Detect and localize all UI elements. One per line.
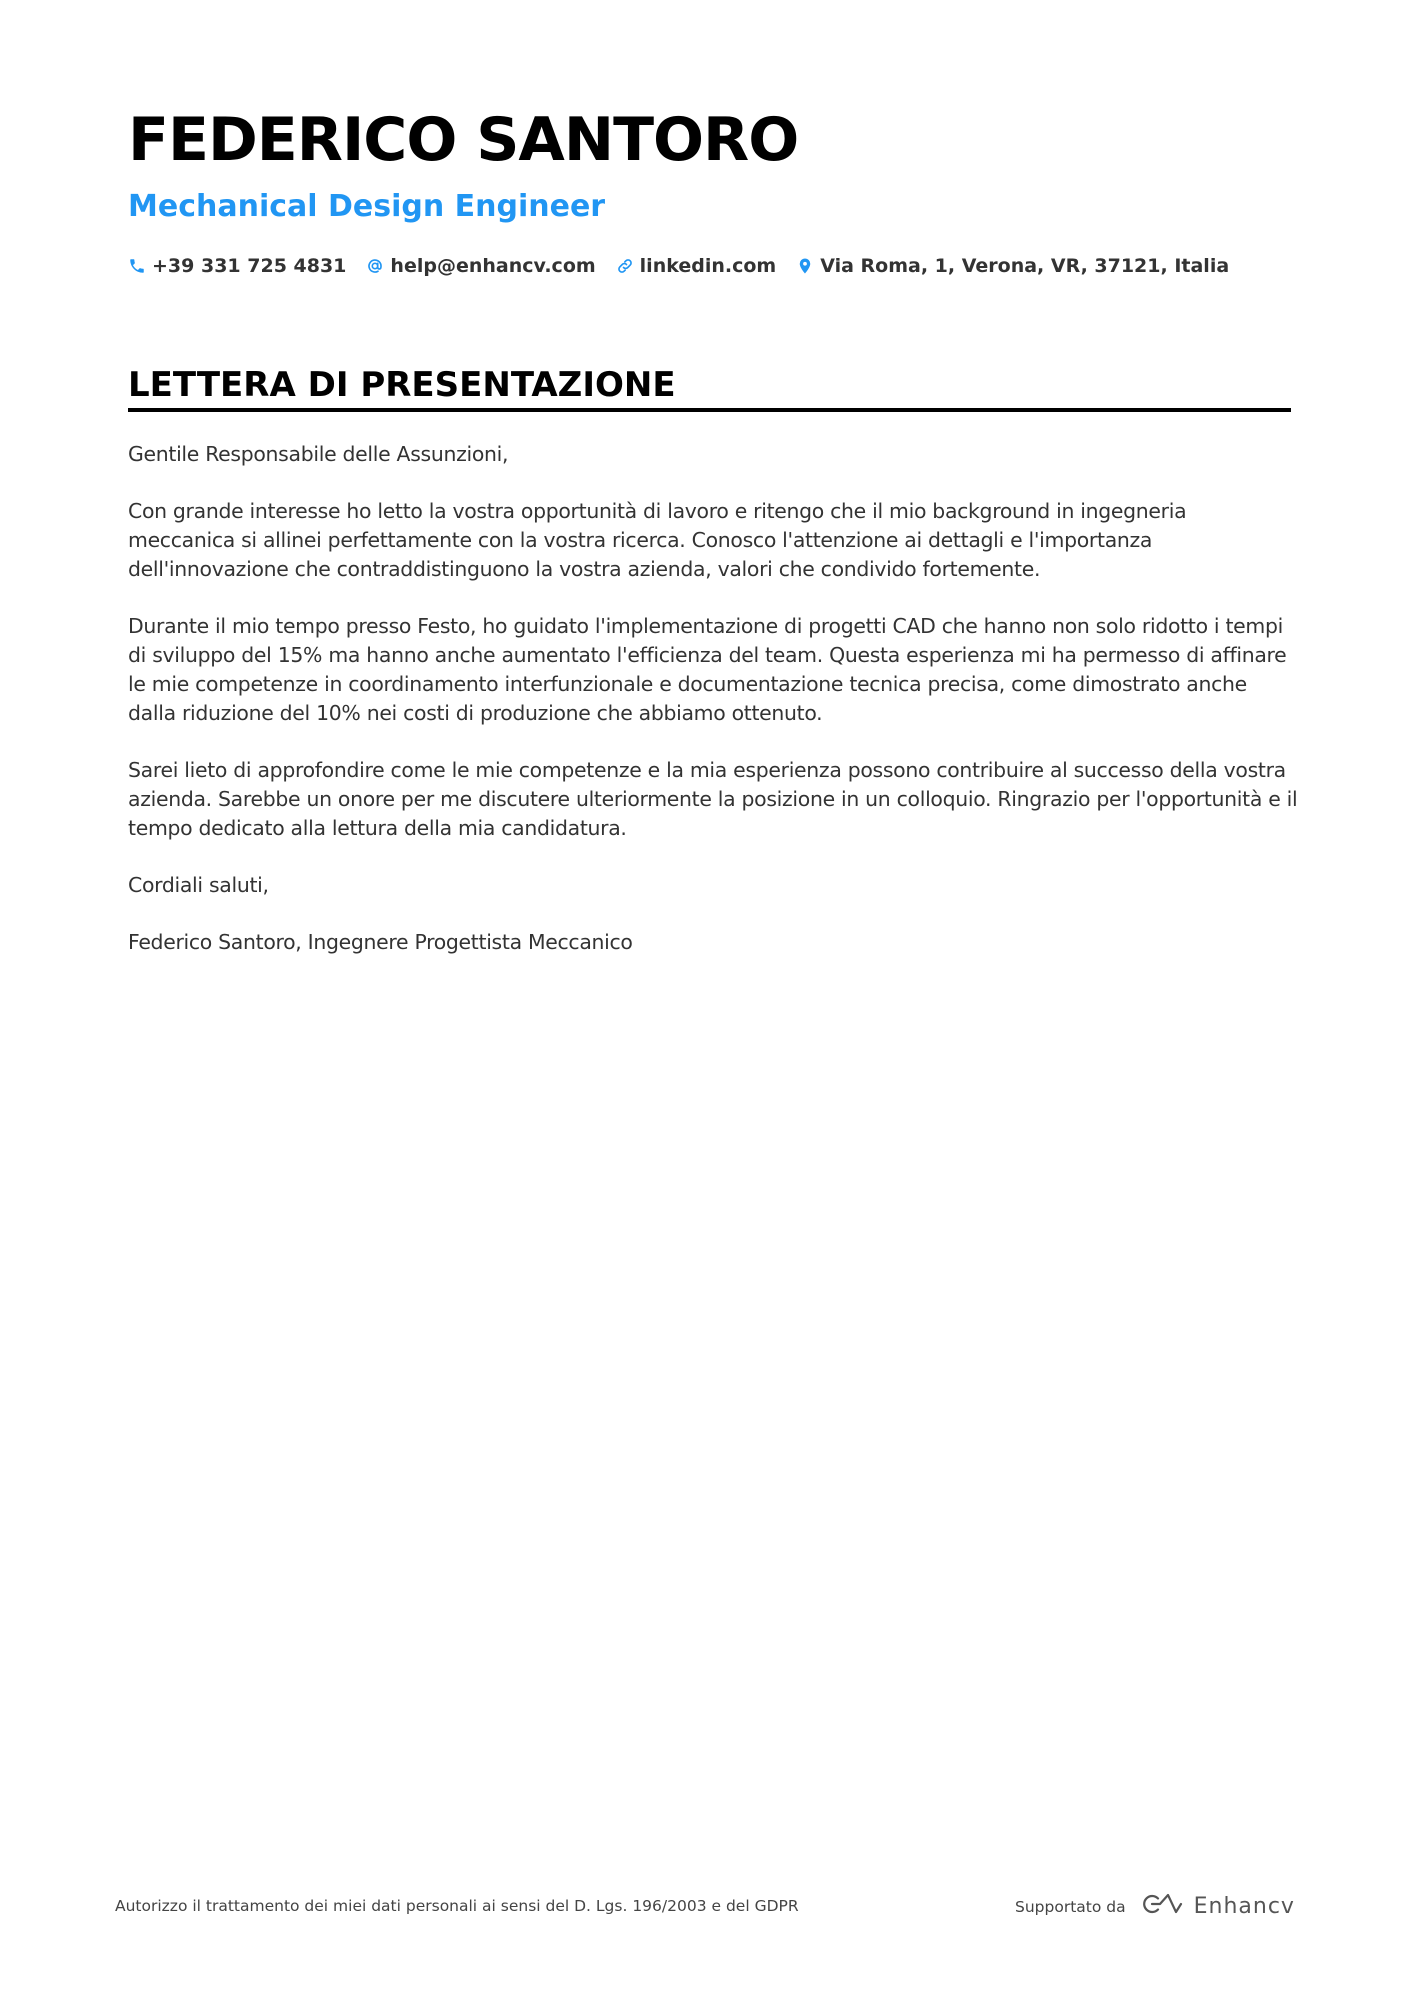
letter-paragraph: Con grande interesse ho letto la vostra opportunità di lavoro e ritengo che il mio background in ingegneria meccanica si allinei perfettamente con la vostra ricerca. Conosco l'attenzione ai dettagli e l'importanza dell'innovazione che contraddistinguono la vostra azienda, valori che condivido fortemente. [128, 499, 1187, 581]
contact-bar [128, 255, 1249, 277]
phone-icon [128, 257, 146, 275]
contact-phone[interactable] [128, 255, 346, 277]
contact-phone-text: +39 331 725 4831 [152, 255, 347, 277]
link-icon [616, 257, 634, 275]
at-icon [366, 257, 384, 275]
contact-linkedin-text: linkedin.com [639, 255, 777, 277]
enhancv-logo-icon [1138, 1892, 1184, 1921]
candidate-name: FEDERICO SANTORO [128, 105, 799, 175]
contact-email-text: help@enhancv.com [390, 255, 596, 277]
location-pin-icon [796, 257, 814, 275]
contact-address-text: Via Roma, 1, Verona, VR, 37121, Italia [820, 255, 1230, 277]
letter-paragraph: Sarei lieto di approfondire come le mie competenze e la mia esperienza possono contribuire al successo della vostra azienda. Sarebbe un onore per me discutere ulteriormente la posizione in un colloquio. Ringrazio per l'opportunità e il tempo dedicato alla lettura della mia candidatura. [128, 758, 1298, 840]
powered-by-label: Supportato da [1015, 1897, 1126, 1916]
powered-by[interactable] [1015, 1892, 1295, 1921]
letter-closing: Cordiali saluti, [128, 873, 269, 897]
contact-address [796, 255, 1229, 277]
enhancv-wordmark: Enhancv [1193, 1894, 1295, 1919]
letter-signature: Federico Santoro, Ingegnere Progettista Meccanico [128, 930, 633, 954]
letter-body [128, 440, 1298, 985]
enhancv-logo[interactable] [1138, 1892, 1295, 1921]
candidate-title: Mechanical Design Engineer [128, 189, 606, 224]
letter-greeting: Gentile Responsabile delle Assunzioni, [128, 442, 509, 466]
contact-linkedin[interactable] [616, 255, 777, 277]
consent-note: Autorizzo il trattamento dei miei dati personali ai sensi del D. Lgs. 196/2003 e del GDPR [115, 1897, 799, 1915]
section-heading: LETTERA DI PRESENTAZIONE [128, 368, 1291, 412]
letter-paragraph: Durante il mio tempo presso Festo, ho guidato l'implementazione di progetti CAD che hanno non solo ridotto i tempi di sviluppo del 15% ma hanno anche aumentato l'efficienza del team. Questa esperienza mi ha permesso di affinare le mie competenze in coordinamento interfunzionale e documentazione tecnica precisa, come dimostrato anche dalla riduzione del 10% nei costi di produzione che abbiamo ottenuto. [128, 614, 1287, 725]
contact-email[interactable] [366, 255, 595, 277]
